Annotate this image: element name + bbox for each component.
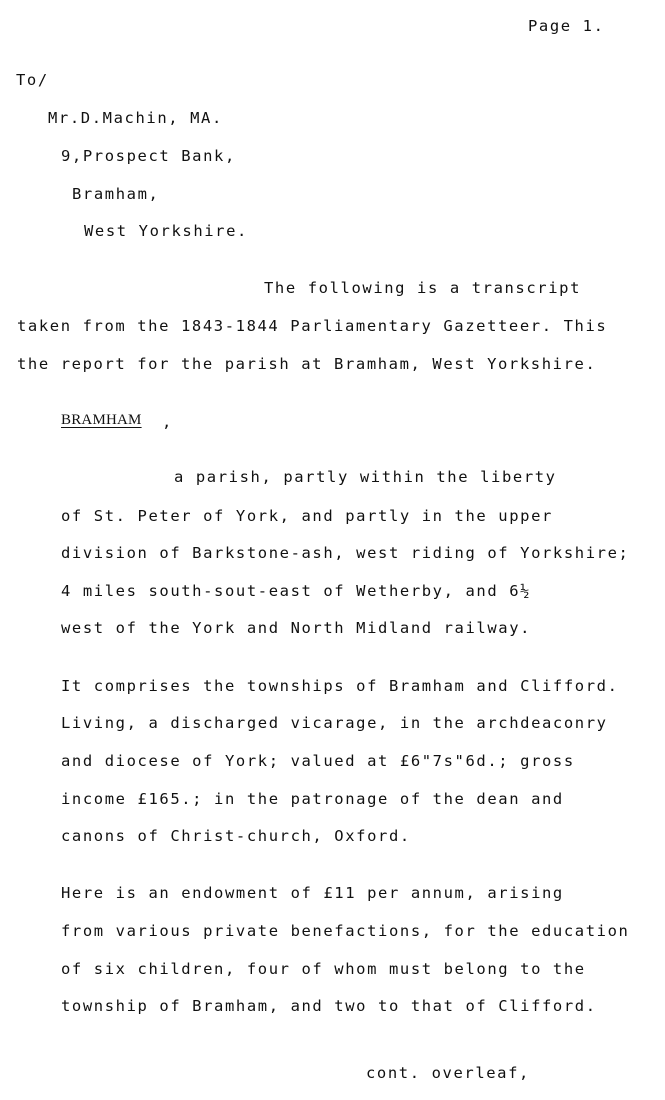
entry-title: BRAMHAM (61, 412, 142, 428)
intro-line: The following is a transcript (264, 279, 582, 297)
intro-line: taken from the 1843-1844 Parliamentary Gazetteer. This (17, 317, 608, 335)
address-to: To/ (16, 71, 49, 89)
paragraph-line: of St. Peter of York, and partly in the upper (61, 507, 553, 525)
entry-title-comma: , (162, 413, 173, 431)
paragraph-line: income £165.; in the patronage of the dean and (61, 790, 564, 808)
address-town: Bramham, (72, 185, 160, 203)
paragraph-line: a parish, partly within the liberty (174, 468, 557, 486)
paragraph-line: of six children, four of whom must belong to the (61, 960, 586, 978)
address-county: West Yorkshire. (84, 222, 248, 240)
address-name: Mr.D.Machin, MA. (48, 109, 223, 127)
continued-note: cont. overleaf, (366, 1064, 530, 1082)
paragraph-line: Here is an endowment of £11 per annum, arising (61, 884, 564, 902)
paragraph-line: township of Bramham, and two to that of Clifford. (61, 997, 597, 1015)
paragraph-line: and diocese of York; valued at £6"7s"6d.; gross (61, 752, 575, 770)
address-street: 9,Prospect Bank, (61, 147, 236, 165)
paragraph-line: It comprises the townships of Bramham and Clifford. (61, 677, 619, 695)
paragraph-line: 4 miles south-sout-east of Wetherby, and 6½ (61, 582, 532, 600)
intro-line: the report for the parish at Bramham, West Yorkshire. (17, 355, 597, 373)
paragraph-line: division of Barkstone-ash, west riding of Yorkshire; (61, 544, 630, 562)
paragraph-line: from various private benefactions, for the education (61, 922, 630, 940)
page-number: Page 1. (528, 17, 605, 35)
paragraph-line: canons of Christ-church, Oxford. (61, 827, 411, 845)
paragraph-line: west of the York and North Midland railway. (61, 619, 532, 637)
paragraph-line: Living, a discharged vicarage, in the archdeaconry (61, 714, 608, 732)
